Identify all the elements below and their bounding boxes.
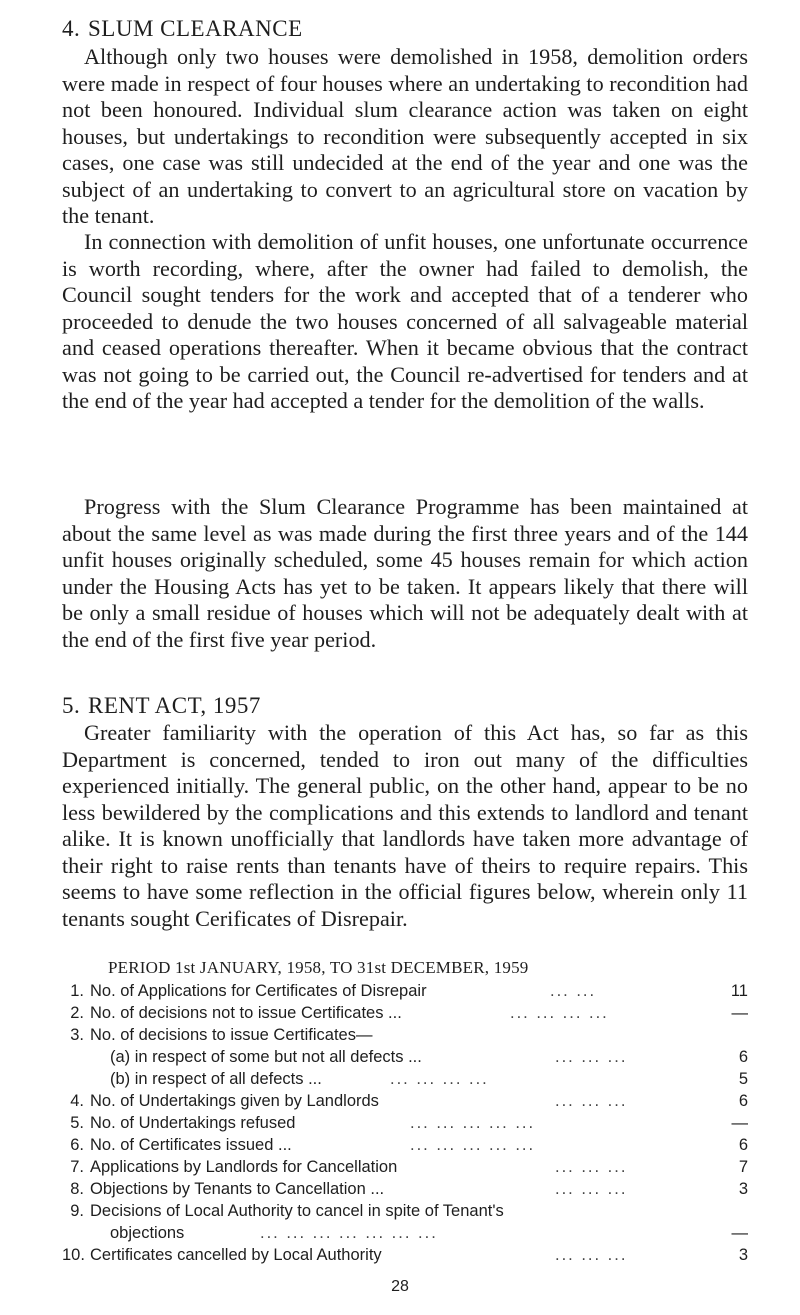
stat-label: Decisions of Local Authority to cancel in spite of Tenant's — [90, 1202, 504, 1220]
section-5-heading — [62, 693, 261, 719]
stat-row — [0, 1068, 800, 1090]
stat-row — [0, 1046, 800, 1068]
stat-value: 7 — [738, 1158, 748, 1176]
stat-value: 3 — [738, 1246, 748, 1264]
stat-value: — — [731, 1224, 748, 1242]
leader-dots: ... ... ... ... ... — [410, 1136, 536, 1154]
leader-dots: ... ... ... ... ... — [410, 1114, 536, 1132]
stat-label: Objections by Tenants to Cancellation ... — [90, 1180, 385, 1198]
stat-label: Certificates cancelled by Local Authority — [90, 1246, 382, 1264]
stat-label: No. of Undertakings given by Landlords — [90, 1092, 379, 1110]
stat-row — [0, 1222, 800, 1244]
stat-label: No. of Certificates issued ... — [90, 1136, 292, 1154]
section-4-title: SLUM CLEARANCE — [88, 16, 303, 41]
stat-row — [0, 1090, 800, 1112]
stat-row — [0, 1002, 800, 1024]
section-5-title: RENT ACT, 1957 — [88, 693, 261, 718]
stat-number: 7. — [70, 1158, 84, 1176]
stat-value: — — [731, 1114, 748, 1132]
stat-number: 3. — [70, 1026, 84, 1044]
stat-label: No. of Undertakings refused — [90, 1114, 296, 1132]
section-4-paragraph-2: In connection with demolition of unfit houses, one unfortunate occurrence is worth recording, where, after the owner had failed to demolish, the Council sought tenders for the work and accepted that of a tenderer who proceeded to denude the two houses concerned of all salvageable material and ceased operations thereafter. When it became obvious that the contract was not going to be carried out, the Council re-advertised for tenders and at the end of the year had accepted a tender for the demolition of the walls. — [62, 229, 748, 413]
stat-row — [0, 980, 800, 1002]
section-5-paragraph-1: Greater familiarity with the operation of this Act has, so far as this Department is concerned, tended to iron out many of the difficulties experienced initially. The general public, on the other hand, appear to be no less bewildered by the complications and this extends to landlord and tenant alike. It is known unofficially that landlords have taken more advantage of their right to raise rents than tenants have of theirs to require repairs. This seems to have some reflection in the official figures below, wherein only 11 tenants sought Cerificates of Disrepair. — [62, 720, 748, 931]
section-4-number: 4. — [62, 16, 81, 41]
stat-value: 6 — [738, 1048, 748, 1066]
section-4-heading — [62, 16, 303, 42]
leader-dots: ... ... ... — [555, 1180, 628, 1198]
stat-value: 6 — [738, 1092, 748, 1110]
stat-label: No. of decisions not to issue Certificates ... — [90, 1004, 402, 1022]
stat-value: 5 — [738, 1070, 748, 1088]
stat-row — [0, 1134, 800, 1156]
stat-number: 8. — [70, 1180, 84, 1198]
stat-row — [0, 1156, 800, 1178]
stat-value: 6 — [738, 1136, 748, 1154]
leader-dots: ... ... ... — [555, 1246, 628, 1264]
stat-label: objections — [110, 1224, 185, 1242]
stat-value: 11 — [730, 982, 748, 1000]
section-4-paragraph-1: Although only two houses were demolished in 1958, demolition orders were made in respect of four houses where an undertaking to recondition had not been honoured. Individual slum clearance action was taken on eight houses, but undertakings to recondition were subsequently accepted in six cases, one case was still undecided at the end of the year and one was the subject of an undertaking to convert to an agricultural store on vacation by the tenant. — [62, 44, 748, 228]
leader-dots: ... ... — [550, 982, 597, 1000]
section-4-paragraph-3: Progress with the Slum Clearance Programme has been maintained at about the same level as was made during the first three years and of the 144 unfit houses originally scheduled, some 45 houses remain for which action under the Housing Acts has yet to be taken. It appears likely that there will be only a small residue of houses which will not be adequately dealt with at the end of the first five year period. — [62, 494, 748, 652]
leader-dots: ... ... ... — [555, 1158, 628, 1176]
stat-number: 2. — [70, 1004, 84, 1022]
stat-row — [0, 1244, 800, 1266]
stat-value: — — [731, 1004, 748, 1022]
stat-label: No. of decisions to issue Certificates— — [90, 1026, 373, 1044]
stat-label: (b) in respect of all defects ... — [110, 1070, 322, 1088]
stat-number: 10. — [62, 1246, 85, 1264]
stat-row — [0, 1024, 800, 1046]
stat-label: No. of Applications for Certificates of Disrepair — [90, 982, 427, 1000]
leader-dots: ... ... ... ... — [510, 1004, 609, 1022]
stat-number: 6. — [70, 1136, 84, 1154]
stat-row — [0, 1112, 800, 1134]
stat-number: 5. — [70, 1114, 84, 1132]
leader-dots: ... ... ... ... — [390, 1070, 489, 1088]
leader-dots: ... ... ... — [555, 1092, 628, 1110]
leader-dots: ... ... ... ... ... ... ... — [260, 1224, 438, 1242]
stat-number: 4. — [70, 1092, 84, 1110]
period-heading: PERIOD 1st JANUARY, 1958, TO 31st DECEMBER, 1959 — [108, 958, 529, 977]
stat-number: 1. — [70, 982, 84, 1000]
leader-dots: ... ... ... — [555, 1048, 628, 1066]
stat-label: (a) in respect of some but not all defects ... — [110, 1048, 422, 1066]
stat-label: Applications by Landlords for Cancellation — [90, 1158, 398, 1176]
page-number: 28 — [391, 1278, 409, 1295]
stat-number: 9. — [70, 1202, 84, 1220]
section-5-number: 5. — [62, 693, 81, 718]
stat-row — [0, 1178, 800, 1200]
stat-value: 3 — [738, 1180, 748, 1198]
stat-row — [0, 1200, 800, 1222]
